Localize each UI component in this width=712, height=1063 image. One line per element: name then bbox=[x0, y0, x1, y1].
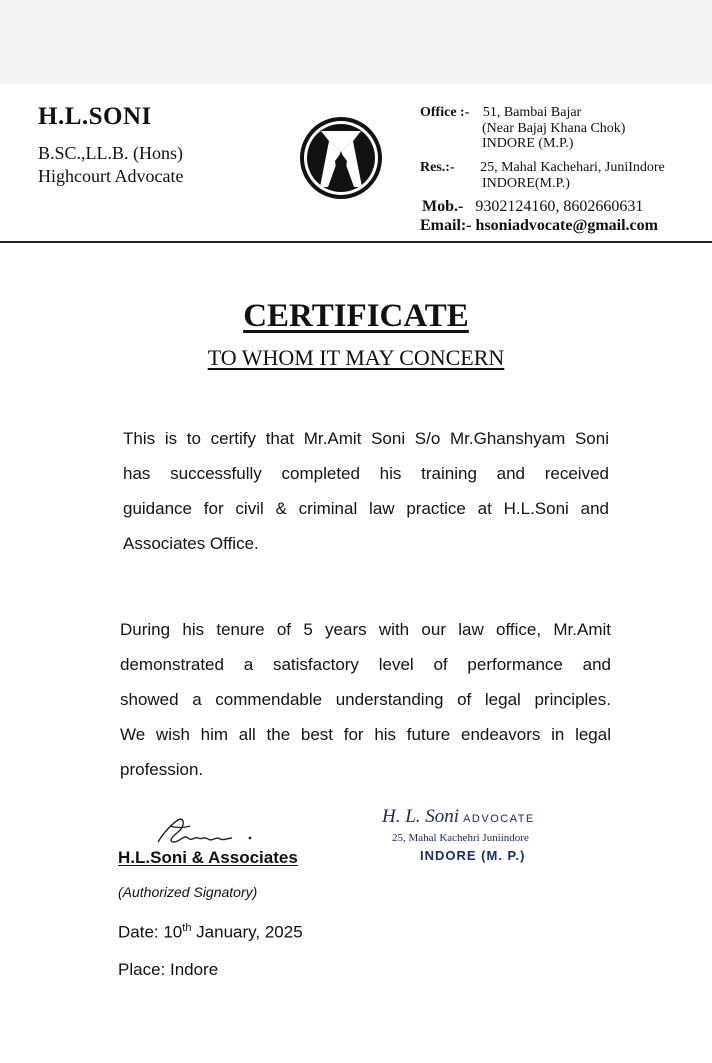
res-address-2: INDORE(M.P.) bbox=[482, 176, 570, 191]
office-address-2: (Near Bajaj Khana Chok) bbox=[482, 121, 626, 136]
office-address-1: 51, Bambai Bajar bbox=[482, 105, 582, 120]
office-address-3: INDORE (M.P.) bbox=[482, 136, 574, 151]
stamp-city: INDORE (M. P.) bbox=[420, 848, 526, 863]
date-suffix: January, 2025 bbox=[191, 922, 303, 942]
office-line-1 bbox=[420, 105, 581, 121]
paragraph-line: Associates Office. bbox=[123, 534, 259, 553]
mobile-label: Mob.- bbox=[422, 198, 464, 215]
body-paragraph-1 bbox=[123, 421, 609, 561]
stamp-name: H. L. Soni bbox=[382, 806, 460, 827]
certificate-subtitle: TO WHOM IT MAY CONCERN bbox=[207, 345, 505, 370]
certificate-place: Place: Indore bbox=[118, 960, 219, 979]
stamp-name-line bbox=[382, 806, 535, 828]
top-margin bbox=[0, 0, 712, 84]
email-line bbox=[420, 217, 658, 235]
paragraph-line: During his tenure of 5 years with our law office, Mr.Amit bbox=[120, 620, 611, 639]
mobile-value: 9302124160, 8602660631 bbox=[475, 198, 644, 215]
paragraph-line: profession. bbox=[120, 760, 204, 779]
authorized-signatory: (Authorized Signatory) bbox=[118, 884, 258, 900]
paragraph-line: has successfully completed his training and received bbox=[123, 464, 609, 483]
firm-name: H.L.Soni & Associates bbox=[118, 848, 298, 867]
paragraph-line: This is to certify that Mr.Amit Soni S/o Mr.Ghanshyam Soni bbox=[123, 429, 609, 448]
certificate-date bbox=[118, 922, 303, 943]
paragraph-line: We wish him all the best for his future endeavors in legal bbox=[120, 725, 611, 744]
email-label: Email:- bbox=[420, 217, 472, 234]
stamp-title: ADVOCATE bbox=[463, 813, 535, 825]
body-paragraph-2 bbox=[120, 612, 611, 787]
advocate-role: Highcourt Advocate bbox=[38, 166, 184, 186]
res-line-1 bbox=[420, 160, 665, 176]
paragraph-line: showed a commendable understanding of legal principles. bbox=[120, 690, 611, 709]
date-ordinal: th bbox=[182, 922, 192, 934]
office-label: Office :- bbox=[420, 105, 470, 120]
res-label: Res.:- bbox=[420, 160, 455, 175]
paragraph-line: demonstrated a satisfactory level of performance and bbox=[120, 655, 611, 674]
stamp-address: 25, Mahal Kachehri Juniindore bbox=[392, 832, 529, 844]
paragraph-line: guidance for civil & criminal law practice at H.L.Soni and bbox=[123, 499, 609, 518]
res-address-1: 25, Mahal Kachehari, JuniIndore bbox=[480, 160, 665, 175]
certificate-title: CERTIFICATE bbox=[243, 298, 469, 334]
mobile-line bbox=[422, 198, 643, 216]
advocate-bands-logo-icon bbox=[298, 115, 384, 201]
handwritten-signature bbox=[150, 812, 260, 852]
date-prefix: Date: 10 bbox=[118, 922, 183, 942]
email-value: hsoniadvocate@gmail.com bbox=[475, 217, 658, 234]
advocate-name: H.L.SONI bbox=[38, 103, 152, 130]
letterhead-divider bbox=[0, 241, 712, 243]
qualification: B.SC.,LL.B. (Hons) bbox=[38, 143, 184, 163]
